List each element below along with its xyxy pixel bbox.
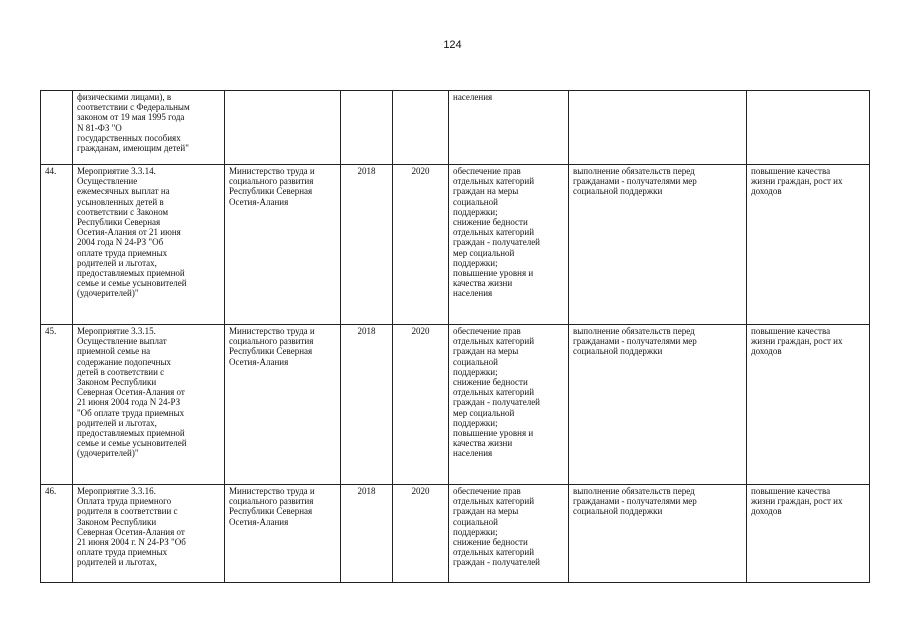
tasks-cell: населения [449,91,569,165]
results-cell: выполнение обязательств перед гражданами - получателями мер социальной поддержки [569,165,747,325]
tasks-cell: обеспечение прав отдельных категорий граждан на меры социальной поддержки; снижение бедности отдельных категорий граждан - получателей [449,485,569,583]
activity-cell: Мероприятие 3.3.14. Осуществление ежемесячных выплат на усыновленных детей в соответствии с Законом Республики Северная Осетия-Алания от 21 июня 2004 года N 24-РЗ "Об оплате труда приемных родителей и льготах, предоставляемых приемной семье и семье усыновителей (удочерителей)" [73,165,225,325]
results-cell: выполнение обязательств перед гражданами - получателями мер социальной поддержки [569,325,747,485]
goals-cell: повышение качества жизни граждан, рост их доходов [747,325,870,485]
end-year-cell [393,91,449,165]
activity-cell: Мероприятие 3.3.15. Осуществление выплат приемной семье на содержание подопечных детей в соответствии с Законом Республики Северная Осетия-Алания от 21 июня 2004 года N 24-РЗ "Об оплате труда приемных родителей и льготах, предоставляемых приемной семье и семье усыновителей (удочерителей)" [73,325,225,485]
goals-cell: повышение качества жизни граждан, рост их доходов [747,485,870,583]
executor-cell: Министерство труда и социального развития Республики Северная Осетия-Алания [225,325,341,485]
table-row [41,165,870,325]
executor-cell [225,91,341,165]
table-row [41,325,870,485]
results-cell: выполнение обязательств перед гражданами - получателями мер социальной поддержки [569,485,747,583]
program-activities-table [40,90,870,583]
start-year-cell: 2018 [341,165,393,325]
row-number: 46. [41,485,73,583]
start-year-cell [341,91,393,165]
goals-cell: повышение качества жизни граждан, рост их доходов [747,165,870,325]
executor-cell: Министерство труда и социального развития Республики Северная Осетия-Алания [225,485,341,583]
table-row [41,91,870,165]
row-number [41,91,73,165]
row-number: 45. [41,325,73,485]
start-year-cell: 2018 [341,485,393,583]
activity-cell: физическими лицами), в соответствии с Федеральным законом от 19 мая 1995 года N 81-ФЗ "О государственных пособиях гражданам, имеющим детей" [73,91,225,165]
end-year-cell: 2020 [393,165,449,325]
start-year-cell: 2018 [341,325,393,485]
table-row [41,485,870,583]
tasks-cell: обеспечение прав отдельных категорий граждан на меры социальной поддержки; снижение бедности отдельных категорий граждан - получателей мер социальной поддержки; повышение уровня и качества жизни населения [449,325,569,485]
goals-cell [747,91,870,165]
results-cell [569,91,747,165]
activity-cell: Мероприятие 3.3.16. Оплата труда приемного родителя в соответствии с Законом Республики Северная Осетия-Алания от 21 июня 2004 г. N 24-РЗ "Об оплате труда приемных родителей и льготах, [73,485,225,583]
tasks-cell: обеспечение прав отдельных категорий граждан на меры социальной поддержки; снижение бедности отдельных категорий граждан - получателей мер социальной поддержки; повышение уровня и качества жизни населения [449,165,569,325]
end-year-cell: 2020 [393,325,449,485]
row-number: 44. [41,165,73,325]
executor-cell: Министерство труда и социального развития Республики Северная Осетия-Алания [225,165,341,325]
end-year-cell: 2020 [393,485,449,583]
page-number: 124 [443,39,462,51]
